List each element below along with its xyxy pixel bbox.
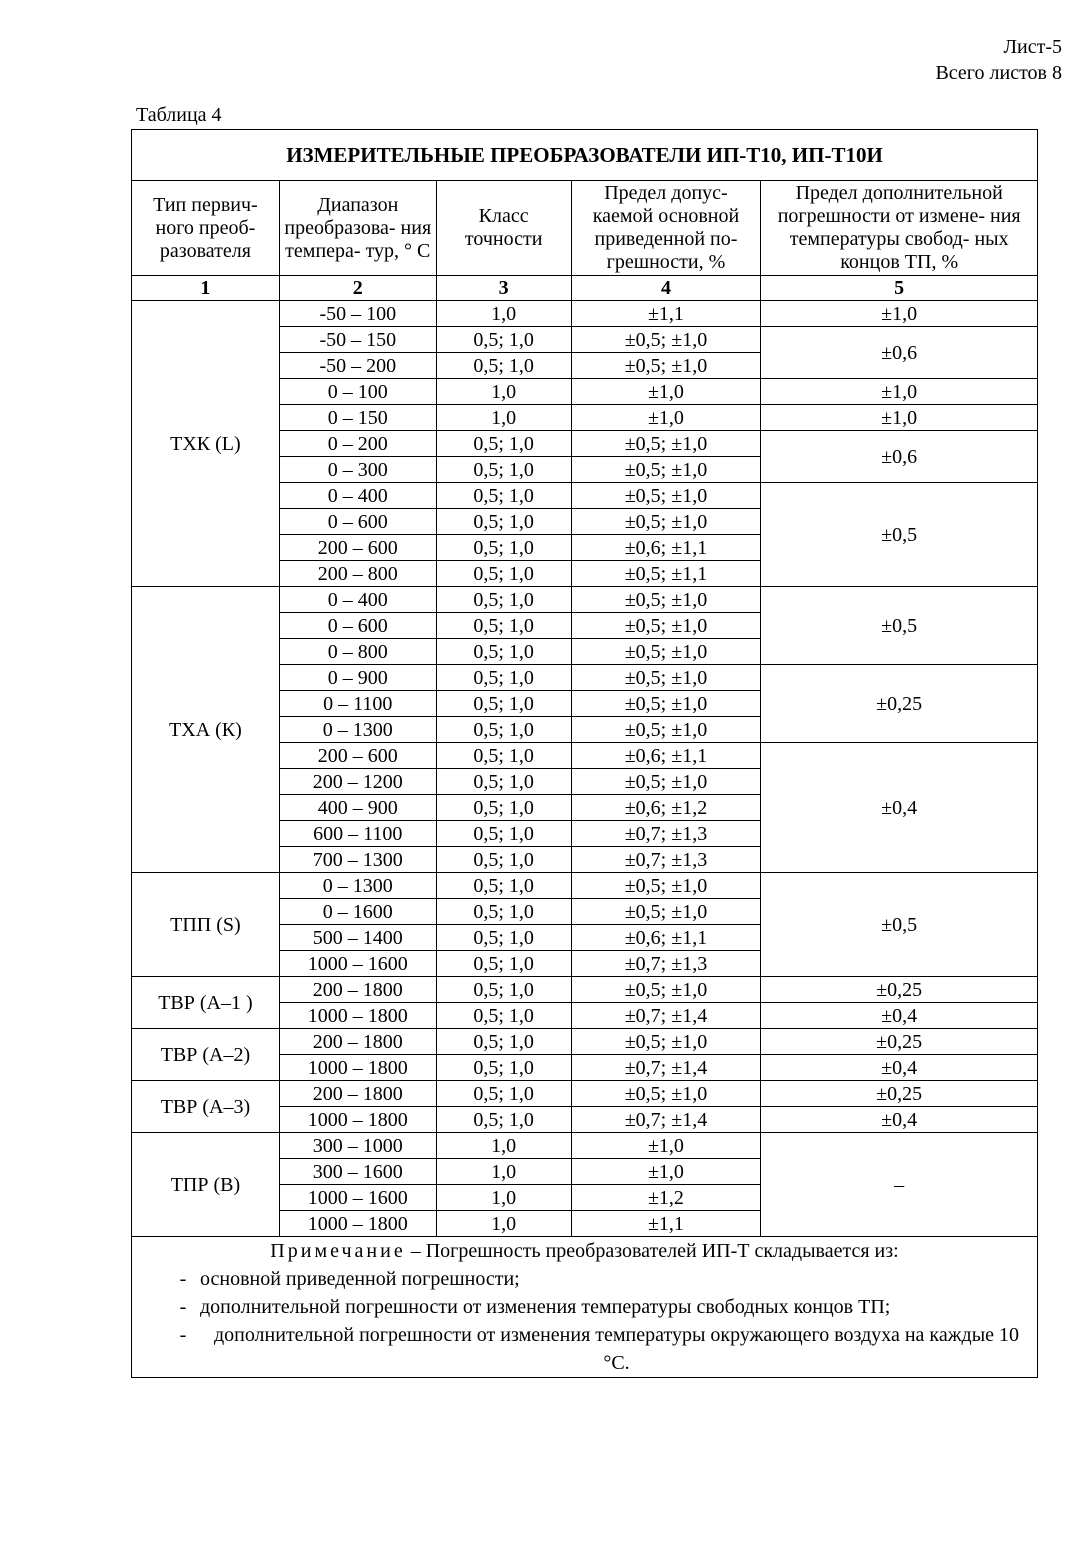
table-title: ИЗМЕРИТЕЛЬНЫЕ ПРЕОБРАЗОВАТЕЛИ ИП-Т10, ИП-Т10И bbox=[132, 130, 1038, 181]
basic-error-cell: ±1,0 bbox=[571, 405, 761, 431]
note-lead: Примечание bbox=[270, 1240, 406, 1262]
header-type: Тип первич- ного преоб- разователя bbox=[132, 181, 280, 276]
class-cell: 0,5; 1,0 bbox=[436, 977, 571, 1003]
basic-error-cell: ±0,5; ±1,0 bbox=[571, 613, 761, 639]
additional-error-cell: ±1,0 bbox=[761, 405, 1038, 431]
range-cell: 200 – 600 bbox=[279, 535, 436, 561]
basic-error-cell: ±0,7; ±1,3 bbox=[571, 951, 761, 977]
converter-type-cell: ТВР (А–1 ) bbox=[132, 977, 280, 1029]
note-list-item bbox=[136, 1293, 1033, 1321]
additional-error-cell: ±1,0 bbox=[761, 301, 1038, 327]
basic-error-cell: ±1,1 bbox=[571, 301, 761, 327]
range-cell: 0 – 200 bbox=[279, 431, 436, 457]
basic-error-cell: ±0,5; ±1,0 bbox=[571, 483, 761, 509]
converter-type-cell: ТПР (В) bbox=[132, 1133, 280, 1237]
basic-error-cell: ±0,5; ±1,0 bbox=[571, 327, 761, 353]
additional-error-cell: ±0,6 bbox=[761, 431, 1038, 483]
additional-error-cell: ±0,4 bbox=[761, 1055, 1038, 1081]
basic-error-cell: ±0,5; ±1,0 bbox=[571, 977, 761, 1003]
additional-error-cell: ±0,25 bbox=[761, 977, 1038, 1003]
basic-error-cell: ±0,5; ±1,0 bbox=[571, 353, 761, 379]
range-cell: -50 – 150 bbox=[279, 327, 436, 353]
basic-error-cell: ±0,5; ±1,0 bbox=[571, 873, 761, 899]
basic-error-cell: ±0,5; ±1,0 bbox=[571, 431, 761, 457]
class-cell: 0,5; 1,0 bbox=[436, 327, 571, 353]
class-cell: 0,5; 1,0 bbox=[436, 769, 571, 795]
class-cell: 1,0 bbox=[436, 1159, 571, 1185]
note-item-text: дополнительной погрешности от изменения температуры окружающего воздуха на каждые 10 °С. bbox=[213, 1324, 1020, 1374]
basic-error-cell: ±1,0 bbox=[571, 1159, 761, 1185]
table-row bbox=[132, 977, 1038, 1003]
table-row bbox=[132, 1081, 1038, 1107]
additional-error-cell: – bbox=[761, 1133, 1038, 1237]
additional-error-cell: ±0,5 bbox=[761, 483, 1038, 587]
basic-error-cell: ±0,5; ±1,0 bbox=[571, 639, 761, 665]
additional-error-cell: ±0,25 bbox=[761, 1081, 1038, 1107]
additional-error-cell: ±0,5 bbox=[761, 873, 1038, 977]
basic-error-cell: ±1,0 bbox=[571, 379, 761, 405]
additional-error-cell: ±0,5 bbox=[761, 587, 1038, 665]
bullet-dash-icon: - bbox=[179, 1268, 187, 1290]
header-class: Класс точности bbox=[436, 181, 571, 276]
range-cell: 500 – 1400 bbox=[279, 925, 436, 951]
range-cell: 0 – 1600 bbox=[279, 899, 436, 925]
class-cell: 0,5; 1,0 bbox=[436, 925, 571, 951]
class-cell: 0,5; 1,0 bbox=[436, 561, 571, 587]
basic-error-cell: ±1,0 bbox=[571, 1133, 761, 1159]
class-cell: 0,5; 1,0 bbox=[436, 457, 571, 483]
range-cell: -50 – 100 bbox=[279, 301, 436, 327]
additional-error-cell: ±0,6 bbox=[761, 327, 1038, 379]
class-cell: 0,5; 1,0 bbox=[436, 951, 571, 977]
class-cell: 0,5; 1,0 bbox=[436, 1081, 571, 1107]
range-cell: 0 – 400 bbox=[279, 587, 436, 613]
class-cell: 1,0 bbox=[436, 1185, 571, 1211]
note-item-text: дополнительной погрешности от изменения температуры свободных концов ТП; bbox=[200, 1296, 891, 1318]
basic-error-cell: ±0,5; ±1,0 bbox=[571, 1081, 761, 1107]
range-cell: 0 – 1100 bbox=[279, 691, 436, 717]
basic-error-cell: ±0,6; ±1,2 bbox=[571, 795, 761, 821]
class-cell: 1,0 bbox=[436, 379, 571, 405]
class-cell: 1,0 bbox=[436, 405, 571, 431]
note-item-text: основной приведенной погрешности; bbox=[200, 1268, 520, 1290]
basic-error-cell: ±1,2 bbox=[571, 1185, 761, 1211]
class-cell: 0,5; 1,0 bbox=[436, 899, 571, 925]
header-additional-error: Предел дополнительной погрешности от измене- ния температуры свобод- ных концов ТП, % bbox=[761, 181, 1038, 276]
range-cell: 1000 – 1600 bbox=[279, 1185, 436, 1211]
range-cell: 300 – 1600 bbox=[279, 1159, 436, 1185]
range-cell: 700 – 1300 bbox=[279, 847, 436, 873]
note-row bbox=[132, 1237, 1038, 1378]
range-cell: 200 – 1200 bbox=[279, 769, 436, 795]
basic-error-cell: ±0,6; ±1,1 bbox=[571, 535, 761, 561]
converter-type-cell: ТПП (S) bbox=[132, 873, 280, 977]
range-cell: 0 – 1300 bbox=[279, 873, 436, 899]
additional-error-cell: ±0,25 bbox=[761, 665, 1038, 743]
class-cell: 0,5; 1,0 bbox=[436, 1055, 571, 1081]
column-number: 2 bbox=[279, 276, 436, 301]
basic-error-cell: ±0,5; ±1,0 bbox=[571, 587, 761, 613]
basic-error-cell: ±0,5; ±1,0 bbox=[571, 717, 761, 743]
range-cell: 200 – 1800 bbox=[279, 977, 436, 1003]
range-cell: 200 – 1800 bbox=[279, 1081, 436, 1107]
basic-error-cell: ±0,5; ±1,0 bbox=[571, 665, 761, 691]
table-row bbox=[132, 587, 1038, 613]
range-cell: 0 – 900 bbox=[279, 665, 436, 691]
header-basic-error: Предел допус- каемой основной приведенной по- грешности, % bbox=[571, 181, 761, 276]
class-cell: 0,5; 1,0 bbox=[436, 587, 571, 613]
note-list-item bbox=[136, 1321, 1033, 1377]
basic-error-cell: ±0,6; ±1,1 bbox=[571, 743, 761, 769]
range-cell: 0 – 150 bbox=[279, 405, 436, 431]
basic-error-cell: ±0,5; ±1,0 bbox=[571, 1029, 761, 1055]
class-cell: 1,0 bbox=[436, 301, 571, 327]
basic-error-cell: ±0,5; ±1,1 bbox=[571, 561, 761, 587]
basic-error-cell: ±0,5; ±1,0 bbox=[571, 899, 761, 925]
range-cell: 1000 – 1800 bbox=[279, 1003, 436, 1029]
sheet-total: Всего листов 8 bbox=[935, 62, 1062, 84]
basic-error-cell: ±0,7; ±1,4 bbox=[571, 1003, 761, 1029]
bullet-dash-icon: - bbox=[179, 1296, 187, 1318]
range-cell: 0 – 800 bbox=[279, 639, 436, 665]
additional-error-cell: ±0,4 bbox=[761, 743, 1038, 873]
sheet-number: Лист-5 bbox=[1003, 36, 1062, 58]
class-cell: 0,5; 1,0 bbox=[436, 743, 571, 769]
basic-error-cell: ±0,7; ±1,3 bbox=[571, 847, 761, 873]
converter-type-cell: ТВР (А–3) bbox=[132, 1081, 280, 1133]
table-row bbox=[132, 301, 1038, 327]
basic-error-cell: ±0,5; ±1,0 bbox=[571, 769, 761, 795]
class-cell: 0,5; 1,0 bbox=[436, 431, 571, 457]
note-text: – Погрешность преобразователей ИП-Т складывается из: bbox=[405, 1240, 899, 1262]
range-cell: 1000 – 1600 bbox=[279, 951, 436, 977]
class-cell: 0,5; 1,0 bbox=[436, 691, 571, 717]
range-cell: 0 – 1300 bbox=[279, 717, 436, 743]
table-note bbox=[132, 1237, 1038, 1378]
column-number: 5 bbox=[761, 276, 1038, 301]
basic-error-cell: ±0,5; ±1,0 bbox=[571, 509, 761, 535]
range-cell: -50 – 200 bbox=[279, 353, 436, 379]
additional-error-cell: ±0,4 bbox=[761, 1003, 1038, 1029]
basic-error-cell: ±0,7; ±1,4 bbox=[571, 1055, 761, 1081]
basic-error-cell: ±0,6; ±1,1 bbox=[571, 925, 761, 951]
range-cell: 1000 – 1800 bbox=[279, 1107, 436, 1133]
bullet-dash-icon: - bbox=[179, 1324, 187, 1346]
converter-type-cell: ТВР (А–2) bbox=[132, 1029, 280, 1081]
basic-error-cell: ±1,1 bbox=[571, 1211, 761, 1237]
range-cell: 0 – 600 bbox=[279, 613, 436, 639]
class-cell: 0,5; 1,0 bbox=[436, 613, 571, 639]
class-cell: 1,0 bbox=[436, 1133, 571, 1159]
converter-type-cell: ТХА (К) bbox=[132, 587, 280, 873]
class-cell: 0,5; 1,0 bbox=[436, 535, 571, 561]
table-row bbox=[132, 873, 1038, 899]
table-caption: Таблица 4 bbox=[136, 104, 222, 126]
converter-table bbox=[131, 129, 1038, 1378]
basic-error-cell: ±0,5; ±1,0 bbox=[571, 457, 761, 483]
class-cell: 0,5; 1,0 bbox=[436, 1003, 571, 1029]
class-cell: 0,5; 1,0 bbox=[436, 483, 571, 509]
additional-error-cell: ±0,4 bbox=[761, 1107, 1038, 1133]
class-cell: 0,5; 1,0 bbox=[436, 353, 571, 379]
range-cell: 0 – 600 bbox=[279, 509, 436, 535]
range-cell: 0 – 100 bbox=[279, 379, 436, 405]
range-cell: 0 – 300 bbox=[279, 457, 436, 483]
class-cell: 0,5; 1,0 bbox=[436, 1107, 571, 1133]
note-list-item bbox=[136, 1265, 1033, 1293]
range-cell: 400 – 900 bbox=[279, 795, 436, 821]
range-cell: 200 – 1800 bbox=[279, 1029, 436, 1055]
column-number: 3 bbox=[436, 276, 571, 301]
class-cell: 1,0 bbox=[436, 1211, 571, 1237]
class-cell: 0,5; 1,0 bbox=[436, 847, 571, 873]
class-cell: 0,5; 1,0 bbox=[436, 1029, 571, 1055]
range-cell: 0 – 400 bbox=[279, 483, 436, 509]
column-number: 1 bbox=[132, 276, 280, 301]
class-cell: 0,5; 1,0 bbox=[436, 821, 571, 847]
basic-error-cell: ±0,5; ±1,0 bbox=[571, 691, 761, 717]
range-cell: 200 – 600 bbox=[279, 743, 436, 769]
converter-type-cell: ТХК (L) bbox=[132, 301, 280, 587]
column-number: 4 bbox=[571, 276, 761, 301]
class-cell: 0,5; 1,0 bbox=[436, 509, 571, 535]
table-row bbox=[132, 1029, 1038, 1055]
class-cell: 0,5; 1,0 bbox=[436, 795, 571, 821]
range-cell: 600 – 1100 bbox=[279, 821, 436, 847]
range-cell: 1000 – 1800 bbox=[279, 1055, 436, 1081]
range-cell: 1000 – 1800 bbox=[279, 1211, 436, 1237]
class-cell: 0,5; 1,0 bbox=[436, 717, 571, 743]
additional-error-cell: ±1,0 bbox=[761, 379, 1038, 405]
basic-error-cell: ±0,7; ±1,3 bbox=[571, 821, 761, 847]
basic-error-cell: ±0,7; ±1,4 bbox=[571, 1107, 761, 1133]
class-cell: 0,5; 1,0 bbox=[436, 639, 571, 665]
class-cell: 0,5; 1,0 bbox=[436, 665, 571, 691]
class-cell: 0,5; 1,0 bbox=[436, 873, 571, 899]
header-range: Диапазон преобразова- ния темпера- тур, ° С bbox=[279, 181, 436, 276]
range-cell: 200 – 800 bbox=[279, 561, 436, 587]
range-cell: 300 – 1000 bbox=[279, 1133, 436, 1159]
sheet-counter bbox=[935, 34, 1062, 86]
additional-error-cell: ±0,25 bbox=[761, 1029, 1038, 1055]
table-row bbox=[132, 1133, 1038, 1159]
